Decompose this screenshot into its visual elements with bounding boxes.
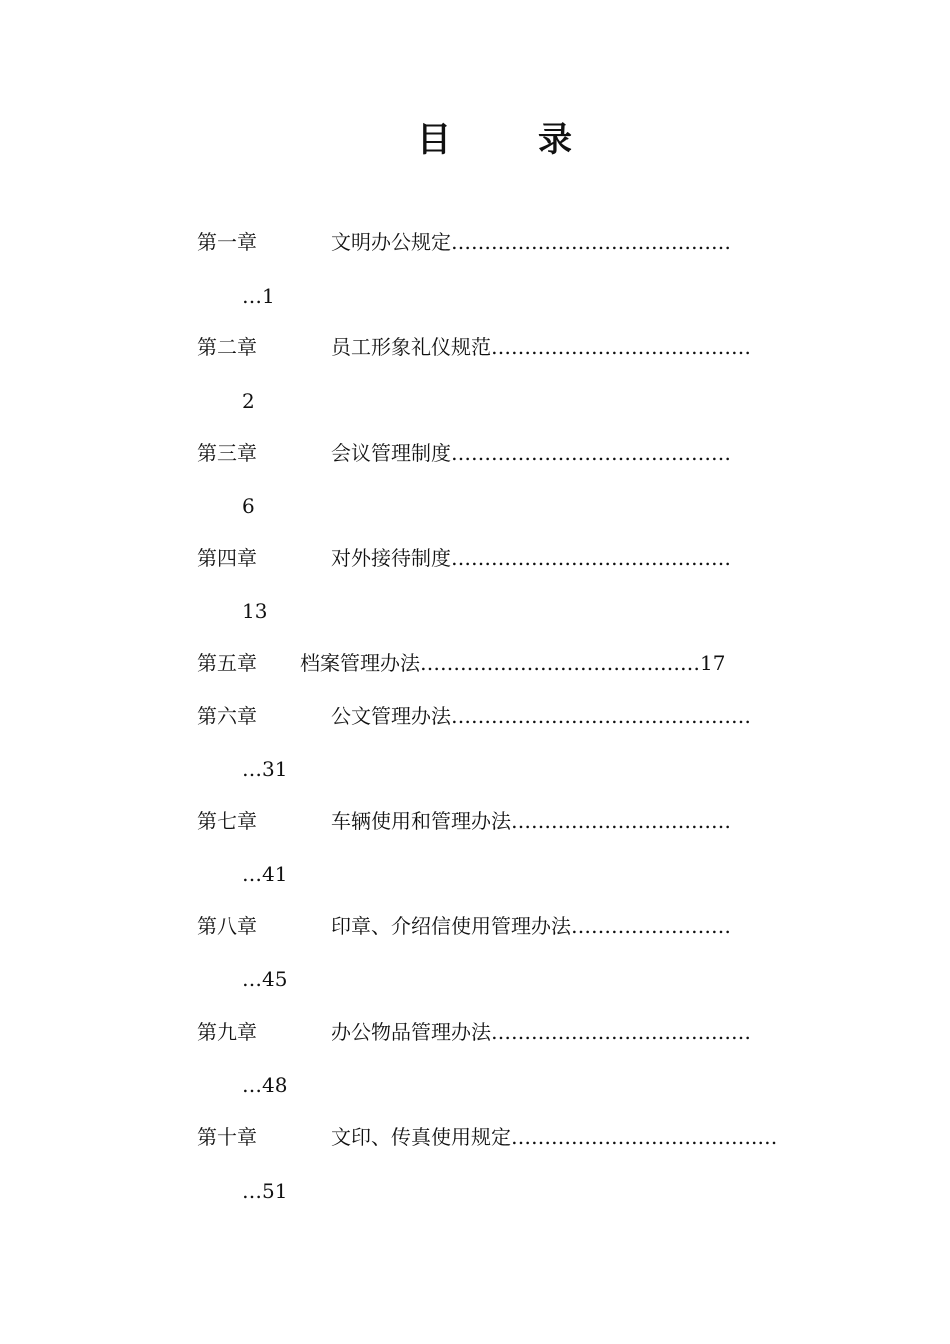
chapter-title: 文印、传真使用规定……………………………….… bbox=[331, 1125, 778, 1149]
chapter-title: 员工形象礼仪规范………………………………… bbox=[331, 335, 751, 359]
toc-entry-6 bbox=[0, 699, 950, 733]
chapter-label: 第五章 bbox=[197, 651, 257, 675]
chapter-title: 办公物品管理办法………………………………… bbox=[331, 1020, 751, 1044]
chapter-label: 第四章 bbox=[197, 546, 257, 570]
chapter-label: 第六章 bbox=[197, 704, 257, 728]
toc-entry-10 bbox=[0, 1120, 950, 1154]
toc-page-3 bbox=[0, 489, 950, 523]
toc-page-1 bbox=[0, 279, 950, 313]
page-number: …45 bbox=[242, 967, 288, 991]
toc-title bbox=[0, 112, 950, 168]
page-number: 2 bbox=[242, 389, 255, 413]
page-number: …1 bbox=[242, 284, 275, 308]
toc-entry-2 bbox=[0, 330, 950, 364]
toc-page-4 bbox=[0, 594, 950, 628]
page-number: …31 bbox=[242, 757, 288, 781]
toc-page-10 bbox=[0, 1174, 950, 1208]
chapter-label: 第二章 bbox=[197, 335, 257, 359]
toc-entry-4 bbox=[0, 541, 950, 575]
chapter-title: 公文管理办法……………………………………… bbox=[331, 704, 751, 728]
chapter-label: 第十章 bbox=[197, 1125, 257, 1149]
toc-entry-7 bbox=[0, 804, 950, 838]
chapter-label: 第一章 bbox=[197, 230, 257, 254]
chapter-title: 车辆使用和管理办法…………………………… bbox=[331, 809, 731, 833]
toc-page-2 bbox=[0, 384, 950, 418]
chapter-title: 档案管理办法……………………………………17 bbox=[300, 651, 726, 675]
page-number: …51 bbox=[242, 1179, 288, 1203]
page-number: …48 bbox=[242, 1073, 288, 1097]
toc-page-8 bbox=[0, 962, 950, 996]
page-number: 13 bbox=[242, 599, 268, 623]
toc-entry-3 bbox=[0, 436, 950, 470]
chapter-title: 文明办公规定…………………………………… bbox=[331, 230, 731, 254]
chapter-label: 第八章 bbox=[197, 914, 257, 938]
chapter-title: 对外接待制度…………………………………… bbox=[331, 546, 731, 570]
toc-title-char-1: 目 bbox=[417, 120, 451, 160]
toc-title-char-2: 录 bbox=[538, 120, 572, 160]
chapter-title: 会议管理制度…………………………………… bbox=[331, 441, 731, 465]
page-number: …41 bbox=[242, 862, 288, 886]
toc-entry-9 bbox=[0, 1015, 950, 1049]
toc-entry-1 bbox=[0, 225, 950, 259]
chapter-label: 第七章 bbox=[197, 809, 257, 833]
toc-page-7 bbox=[0, 857, 950, 891]
toc-page-9 bbox=[0, 1068, 950, 1102]
page-number: 6 bbox=[242, 494, 255, 518]
chapter-title: 印章、介绍信使用管理办法…………………… bbox=[331, 914, 731, 938]
toc-entry-8 bbox=[0, 909, 950, 943]
chapter-label: 第九章 bbox=[197, 1020, 257, 1044]
toc-entry-5 bbox=[0, 646, 950, 680]
chapter-label: 第三章 bbox=[197, 441, 257, 465]
toc-page-6 bbox=[0, 752, 950, 786]
